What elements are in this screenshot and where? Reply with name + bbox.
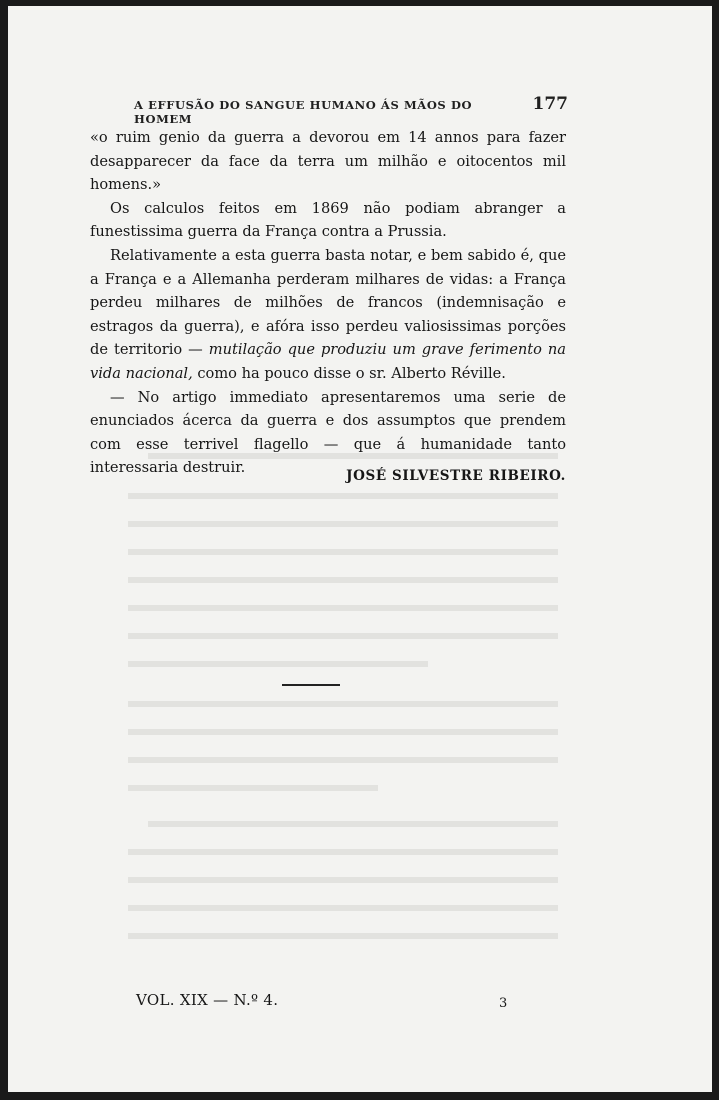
- running-title: A EFFUSÃO DO SANGUE HUMANO ÁS MÃOS DO HOMEM: [134, 98, 473, 126]
- page-number: 177: [532, 94, 568, 114]
- paragraph-quote: «o ruim genio da guerra a devorou em 14 annos para fazer desapparecer da face da terra um milhão e oitocentos mil homens.»: [90, 129, 566, 194]
- signature-mark: 3: [499, 996, 508, 1011]
- section-divider: [282, 684, 340, 686]
- paragraph-next-article: — No artigo immediato apresentaremos uma serie de enunciados ácerca da guerra e dos assumptos que prendem com esse terrivel flagello — que á humanidade tanto interessaria destruir.: [90, 388, 566, 477]
- war-losses-italic: mutilação que produziu um grave ferimento na vida nacional,: [90, 341, 566, 382]
- paragraph-calculations: Os calculos feitos em 1869 não podiam abranger a funestissima guerra da França contra a Prussia.: [90, 199, 566, 241]
- body-text: [90, 126, 566, 480]
- author-signature: JOSÉ SILVESTRE RIBEIRO.: [346, 468, 566, 484]
- volume-footer: VOL. XIX — N.º 4.: [136, 991, 279, 1009]
- document-page: [8, 6, 712, 1092]
- running-header: [134, 94, 568, 126]
- war-losses-tail: como ha pouco disse o sr. Alberto Réville.: [192, 364, 506, 382]
- war-losses-text: Relativamente a esta guerra basta notar, e bem sabido é, que a França e a Allemanha perderam milhares de vidas: a França perdeu milhares de milhões de francos (indemnisação e estragos da guerra), e afóra isso perdeu valiosissimas porções de territorio —: [90, 246, 566, 359]
- paragraph-war-losses: [90, 244, 566, 386]
